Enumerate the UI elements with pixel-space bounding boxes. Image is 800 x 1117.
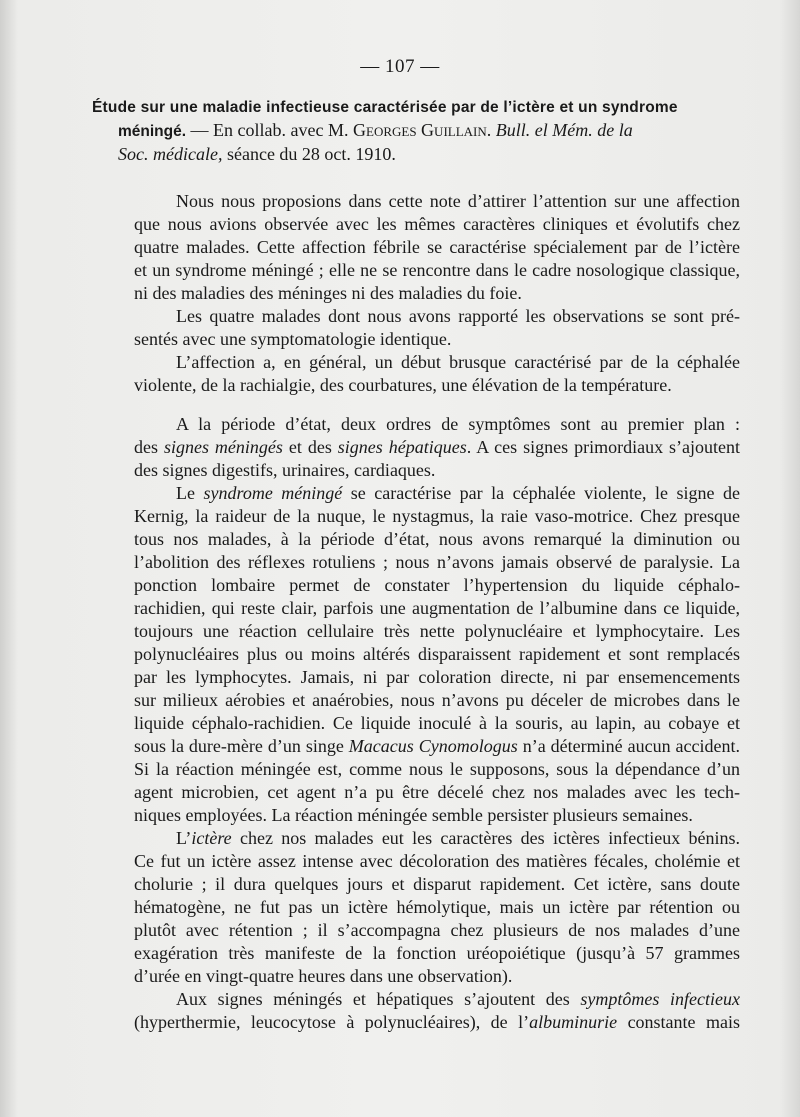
text-line <box>92 1011 740 1034</box>
heading-date: séance du 28 oct. 1910. <box>222 144 396 164</box>
text-line: hématogène, ne fut pas un ictère hémolytique, mais un ictère par rétention ou <box>134 897 740 917</box>
emphasis-albuminurie: albuminurie <box>529 1012 618 1032</box>
text-line: Ce fut un ictère assez intense avec décoloration des matières fécales, cholémie et <box>134 851 740 871</box>
heading-citation-line <box>92 119 740 143</box>
paragraph-5 <box>92 482 740 827</box>
emphasis-signes-meninges: signes méningés <box>163 437 283 457</box>
text-line: sur milieux aérobies et anaérobies, nous n’avons pu déceler de microbes dans le <box>134 690 740 710</box>
emphasis-ictere: ictère <box>191 828 232 848</box>
text-line: d’urée en vingt-quatre heures dans une observation). <box>134 966 513 986</box>
text-run: (hyperthermie, leucocytose à polynucléaires), de l’ <box>134 1012 530 1032</box>
text-line: quatre malades. Cette affection fébrile se caractérise spécialement par de l’ictère <box>134 237 740 257</box>
text-run: des <box>134 437 164 457</box>
text-run: et des <box>282 437 338 457</box>
text-line: liquide céphalo-rachidien. Ce liquide inoculé à la souris, au lapin, au cobaye et <box>134 713 740 733</box>
text-line: plutôt avec rétention ; il s’accompagna chez plusieurs de nos malades d’une <box>134 920 740 940</box>
text-run: constante mais <box>617 1012 740 1032</box>
text-line: toujours une réaction cellulaire très nette polynucléaire et lymphocytaire. Les <box>134 621 740 641</box>
text-line: l’abolition des réflexes rotuliens ; nous n’avons jamais observé de paralysie. La <box>134 552 740 572</box>
paragraph-1 <box>92 190 740 305</box>
text-line: exagération très manifeste de la fonction uréopoiétique (jusqu’à 57 grammes <box>134 943 740 963</box>
text-line: rachidien, qui reste clair, parfois une augmentation de l’albumine dans ce liquide, <box>134 598 740 618</box>
text-run: . A ces signes primordiaux s’ajoutent <box>466 437 741 457</box>
heading-coauthor: Georges Guillain <box>353 120 487 140</box>
text-line <box>92 988 740 1011</box>
text-run: Le <box>176 483 204 503</box>
heading-title-end: méningé. <box>118 123 187 140</box>
text-line: niques employées. La réaction méningée semble persister plusieurs semaines. <box>134 805 693 825</box>
heading-title-line: Étude sur une maladie infectieuse caractérisée par de l’ictère et un syndrome <box>92 99 678 116</box>
heading-collab: — En collab. avec M. <box>186 120 353 140</box>
text-line <box>92 482 740 505</box>
text-line: Kernig, la raideur de la nuque, le nystagmus, la raie vaso-motrice. Chez presque <box>134 506 740 526</box>
text-run: L’ <box>176 828 192 848</box>
text-run: chez nos malades eut les caractères des ictères infectieux bénins. <box>231 828 740 848</box>
text-line: des signes digestifs, urinaires, cardiaques. <box>134 460 436 480</box>
text-line: Si la réaction méningée est, comme nous le supposons, sous la dépendance d’un <box>134 759 740 779</box>
article-body <box>92 190 740 1034</box>
text-line: agent microbien, cet agent n’a pu être décelé chez nos malades avec les tech- <box>134 782 740 802</box>
heading-source-line <box>92 143 740 166</box>
text-run: Aux signes méningés et hépatiques s’ajoutent des <box>176 989 581 1009</box>
paragraph-4 <box>92 413 740 482</box>
text-run: n’a déterminé aucun accident. <box>517 736 740 756</box>
text-line: violente, de la rachialgie, des courbatures, une élévation de la température. <box>134 375 672 395</box>
paragraph-2 <box>92 305 740 351</box>
paragraph-6 <box>92 827 740 988</box>
bibliographic-heading <box>92 96 740 166</box>
text-run: sous la dure-mère d’un singe <box>134 736 349 756</box>
emphasis-macacus: Macacus Cynomologus <box>348 736 518 756</box>
emphasis-signes-hepatiques: signes hépatiques <box>337 437 467 457</box>
paragraph-3 <box>92 351 740 397</box>
text-line: ni des maladies des méninges ni des maladies du foie. <box>134 283 522 303</box>
text-line: sentés avec une symptomatologie identique. <box>134 329 452 349</box>
text-line: L’affection a, en général, un début brusque caractérisé par de la céphalée <box>176 352 740 372</box>
text-line: que nous avions observée avec les mêmes caractères cliniques et évolutifs chez <box>134 214 740 234</box>
heading-society: Soc. médicale, <box>118 144 223 164</box>
paragraph-7 <box>92 988 740 1034</box>
text-line: Nous nous proposions dans cette note d’attirer l’attention sur une affection <box>176 191 740 211</box>
text-line: polynucléaires plus ou moins altérés disparaissent rapidement et sont remplacés <box>134 644 740 664</box>
heading-journal: Bull. el Mém. de la <box>495 120 633 140</box>
text-line: Les quatre malades dont nous avons rapporté les observations se sont pré- <box>176 306 740 326</box>
text-line: par les lymphocytes. Jamais, ni par coloration directe, ni par ensemencements <box>134 667 740 687</box>
text-run: se caractérise par la céphalée violente, le signe de <box>342 483 740 503</box>
emphasis-symptomes-infectieux: symptômes infectieux <box>580 989 740 1009</box>
text-line: et un syndrome méningé ; elle ne se rencontre dans le cadre nosologique classique, <box>134 260 740 280</box>
text-line: tous nos malades, à la période d’état, nous avons remarqué la diminution ou <box>134 529 740 549</box>
text-line <box>92 827 740 850</box>
page-number: — 107 — <box>360 56 440 77</box>
text-line: A la période d’état, deux ordres de symptômes sont au premier plan : <box>176 414 740 434</box>
text-line: ponction lombaire permet de constater l’hypertension du liquide céphalo- <box>134 575 740 595</box>
text-line <box>92 735 740 758</box>
emphasis-syndrome-meninge: syndrome méningé <box>203 483 343 503</box>
text-line <box>92 436 740 459</box>
text-line: cholurie ; il dura quelques jours et disparut rapidement. Cet ictère, sans doute <box>134 874 740 894</box>
heading-sep: . <box>486 120 496 140</box>
